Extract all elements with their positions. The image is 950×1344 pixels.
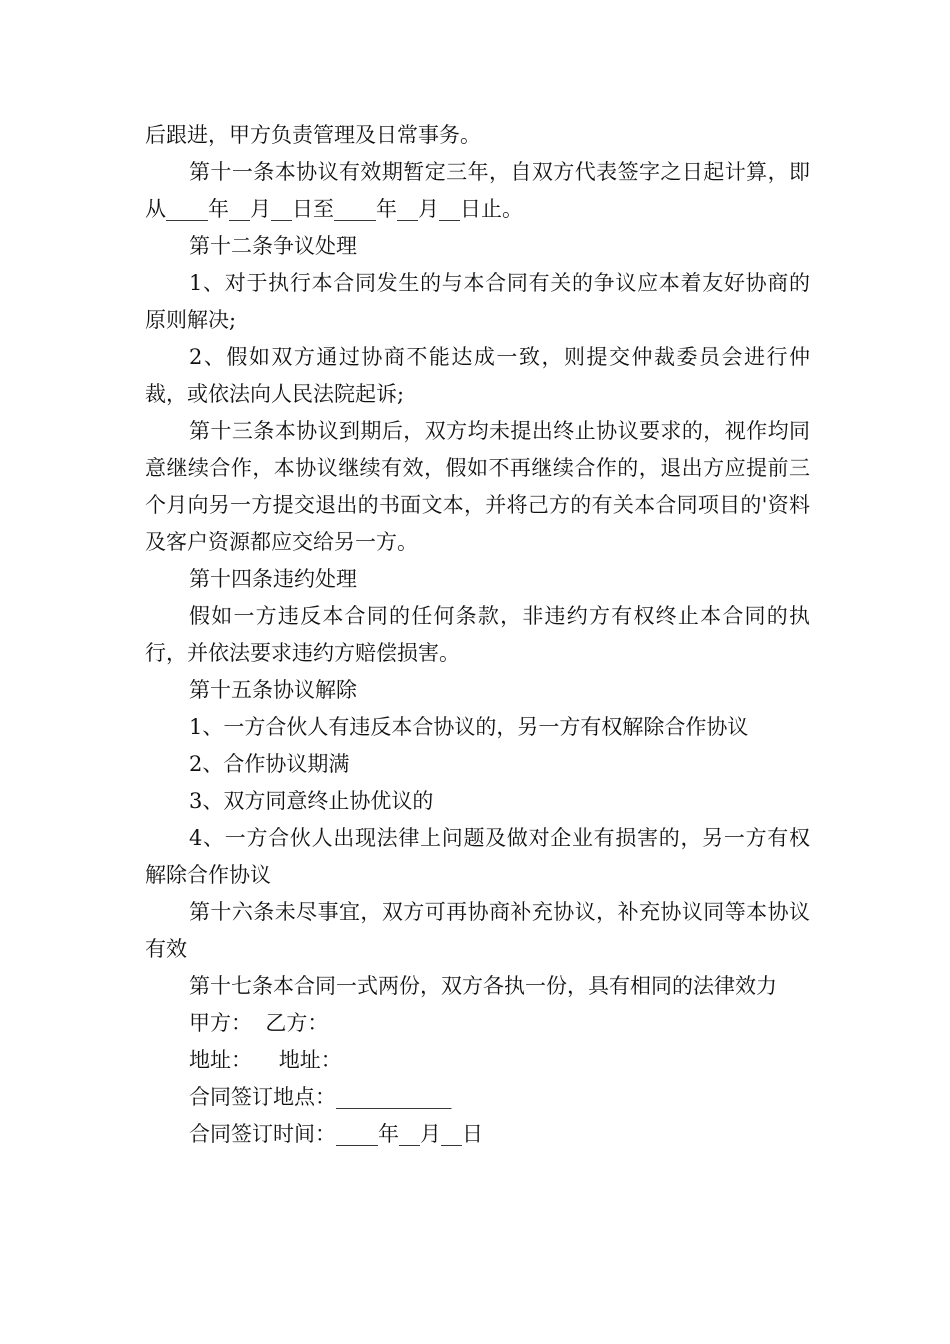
paragraph-article-15-item-2: 2、合作协议期满 — [189, 752, 350, 776]
paragraph-article-15-item-1: 1、一方合伙人有违反本合协议的，另一方有权解除合作协议 — [189, 715, 749, 739]
paragraph-article-11: 第十一条本协议有效期暂定三年，自双方代表签字之日起计算，即从____年__月__日至____年__月__日止。 — [145, 160, 810, 221]
signature-address-line: 地址： 地址： — [189, 1048, 342, 1072]
paragraph-article-12-item-2: 2、假如双方通过协商不能达成一致，则提交仲裁委员会进行仲裁，或依法向人民法院起诉; — [145, 345, 810, 406]
heading-article-15: 第十五条协议解除 — [189, 678, 357, 702]
heading-article-12: 第十二条争议处理 — [189, 234, 357, 258]
heading-article-14: 第十四条违约处理 — [189, 567, 357, 591]
paragraph-article-15-item-3: 3、双方同意终止协优议的 — [189, 789, 434, 813]
signature-parties-line: 甲方： 乙方： — [189, 1011, 329, 1035]
document-body — [145, 117, 810, 1153]
paragraph-article-14: 假如一方违反本合同的任何条款，非违约方有权终止本合同的执行，并依法要求违约方赔偿损害。 — [145, 604, 810, 665]
signing-date-line: 合同签订时间：____年__月__日 — [189, 1122, 483, 1146]
paragraph-article-17: 第十七条本合同一式两份，双方各执一份，具有相同的法律效力 — [189, 974, 777, 998]
signing-place-line: 合同签订地点：___________ — [189, 1085, 452, 1109]
paragraph-article-12-item-1: 1、对于执行本合同发生的与本合同有关的争议应本着友好协商的原则解决; — [145, 271, 810, 332]
paragraph-continuation: 后跟进，甲方负责管理及日常事务。 — [145, 123, 481, 147]
paragraph-article-15-item-4: 4、一方合伙人出现法律上问题及做对企业有损害的，另一方有权解除合作协议 — [145, 826, 810, 887]
paragraph-article-16: 第十六条未尽事宜，双方可再协商补充协议，补充协议同等本协议有效 — [145, 900, 810, 961]
paragraph-article-13: 第十三条本协议到期后，双方均未提出终止协议要求的，视作均同意继续合作，本协议继续有效，假如不再继续合作的，退出方应提前三个月向另一方提交退出的书面文本，并将己方的有关本合同项目的'资料及客户资源都应交给另一方。 — [145, 419, 810, 554]
